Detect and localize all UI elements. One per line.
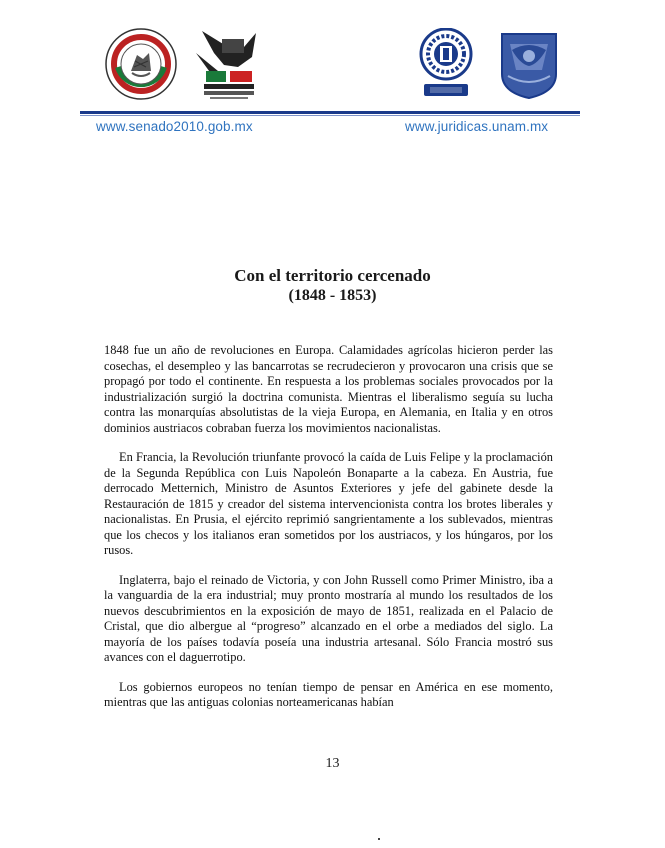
senado-seal-logo [104, 27, 178, 101]
header-rule [80, 111, 580, 114]
bicentenario-revolucion-logo [192, 27, 266, 103]
chapter-title: Con el territorio cercenado [234, 266, 431, 285]
senado-url-link[interactable]: www.senado2010.gob.mx [96, 119, 253, 134]
paragraph: 1848 fue un año de revoluciones en Europa. Calamidades agrícolas hicieron perder las cosechas, el desempleo y las bancarrotas se recrudecieron y provocaron una crisis que se propagó por todo el continente. En respuesta a los problemas sociales provocados por la industrialización surgió la doctrina comunista. Mientras el liberalismo seguía su lucha contra las monarquías absolutistas de la vieja Europa, en Alemania, en Italia y en otros dominios austriacos cobraban fuerza los movimientos nacionalistas. [104, 343, 553, 435]
juridicas-url-link[interactable]: www.juridicas.unam.mx [405, 119, 549, 134]
chapter-dates: (1848 - 1853) [288, 287, 377, 304]
paragraph: Los gobiernos europeos no tenían tiempo de pensar en América en ese momento, mientras que las antiguas colonias norteamericanas habían [104, 679, 553, 709]
paragraph: Inglaterra, bajo el reinado de Victoria, y con John Russell como Primer Ministro, iba a la vanguardia de la era industrial; muy pronto mostraría al mundo los resultados de los nuevos descubrimientos en la exposición de mayo de 1851, realizada en el Palacio de Cristal, que dio albergue al “progreso” alcanzado en el orbe a mediados del siglo. La mayoría de los países todavía poseía una industria artesanal. Sólo Francia mostró sus avances con el daguerrotipo. [104, 572, 553, 664]
scan-dot [378, 838, 380, 840]
paragraph: En Francia, la Revolución triunfante provocó la caída de Luis Felipe y la proclamación de la Segunda República con Luis Napoleón Bonaparte a la cabeza. En Austria, fue derrocado Metternich, Ministro de Asuntos Exteriores y jefe del gabinete desde la Restauración de 1815 y creador del sistema intervencionista contra los brotes liberales y nacionalistas. En Prusia, el ejército reprimió sangrientamente a los sublevados, mientras que los checos y los italianos eran sometidos por los austriacos, y los húngaros, por los rusos. [104, 450, 553, 557]
page-number: 13 [325, 756, 340, 771]
iij-unam-logo [414, 28, 478, 100]
body-text [104, 343, 553, 725]
unam-seal-logo [498, 30, 560, 100]
header-rule-thin [80, 115, 580, 116]
